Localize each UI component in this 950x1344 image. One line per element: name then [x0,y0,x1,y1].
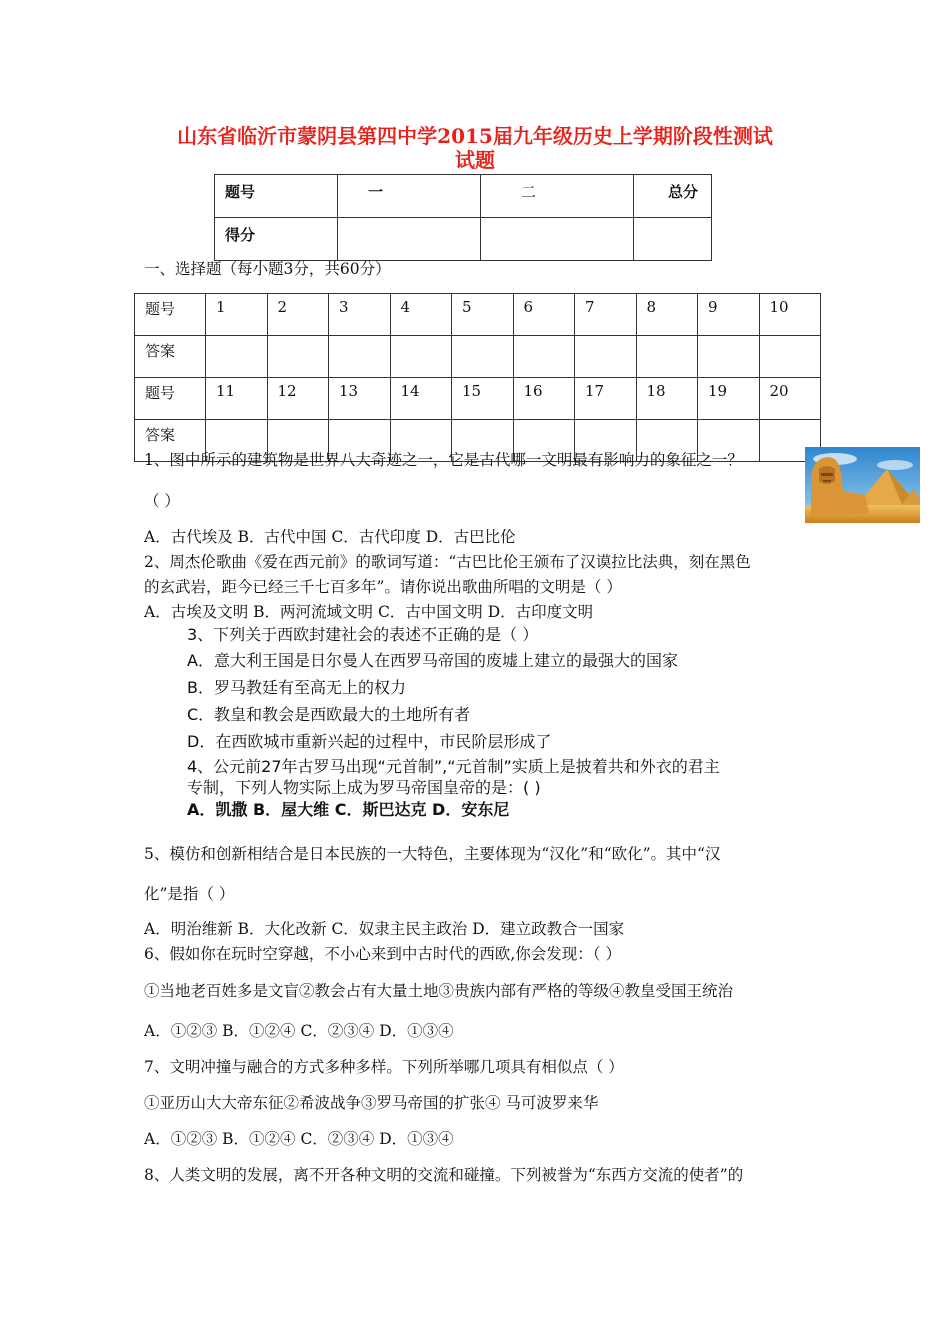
answer-cell[interactable] [575,336,637,378]
answer-num-cell: 18 [636,378,698,420]
question-1-stem: 1、图中所示的建筑物是世界八大奇迹之一，它是古代哪一文明最有影响力的象征之一？ [144,451,743,469]
question-6-items: ①当地老百姓多是文盲②教会占有大量土地③贵族内部有严格的等级④教皇受国王统治 [144,982,734,1000]
section-heading: 一、选择题（每小题3分，共60分） [144,260,391,278]
answer-row-label: 答案 [135,420,206,462]
answer-num-cell: 6 [513,294,575,336]
answer-cell[interactable] [513,336,575,378]
question-7-options: A．①②③ B．①②④ C．②③④ D．①③④ [144,1130,454,1148]
question-1-options: A．古代埃及 B．古代中国 C．古代印度 D．古巴比伦 [144,528,516,546]
question-7-stem: 7、文明冲撞与融合的方式多种多样。下列所举哪几项具有相似点（ ） [144,1058,624,1076]
answer-row-label: 答案 [135,336,206,378]
question-1-paren: （ ） [144,492,180,510]
answer-row-label: 题号 [135,294,206,336]
question-5-stem: 5、模仿和创新相结合是日本民族的一大特色，主要体现为“汉化”和“欧化”。其中“汉 [144,845,721,863]
question-5-options: A．明治维新 B．大化改新 C．奴隶主民主政治 D．建立政教合一国家 [144,920,625,938]
answer-num-cell: 4 [390,294,452,336]
score-header-cell: 二 [481,175,634,218]
answer-num-cell: 5 [452,294,514,336]
question-2-stem: 2、周杰伦歌曲《爱在西元前》的歌词写道：“古巴比伦王颁布了汉谟拉比法典，刻在黑色 [144,553,751,571]
answer-num-cell: 3 [329,294,391,336]
answer-cell[interactable] [698,336,760,378]
answer-cell[interactable] [636,336,698,378]
answer-num-cell: 20 [759,378,821,420]
answer-num-cell: 11 [206,378,268,420]
answer-num-cell: 17 [575,378,637,420]
score-cell[interactable] [634,218,712,261]
answer-num-cell: 1 [206,294,268,336]
question-7-items: ①亚历山大大帝东征②希波战争③罗马帝国的扩张④ 马可波罗来华 [144,1094,599,1112]
answer-num-cell: 9 [698,294,760,336]
answer-num-cell: 10 [759,294,821,336]
question-3-option-a: A．意大利王国是日尔曼人在西罗马帝国的废墟上建立的最强大的国家 [187,651,678,670]
answer-num-cell: 13 [329,378,391,420]
question-4-stem: 专制，下列人物实际上成为罗马帝国皇帝的是：( ) [187,778,541,797]
score-cell[interactable] [481,218,634,261]
question-2-stem: 的玄武岩，距今已经三千七百多年”。请你说出歌曲所唱的文明是（ ） [144,578,622,596]
answer-num-cell: 7 [575,294,637,336]
answer-cell[interactable] [452,336,514,378]
answer-num-cell: 14 [390,378,452,420]
question-8-stem: 8、人类文明的发展，离不开各种文明的交流和碰撞。下列被誉为“东西方交流的使者”的 [144,1166,744,1184]
score-cell[interactable] [338,218,481,261]
question-5-stem: 化”是指（ ） [144,885,235,903]
exam-title-line2: 试题 [455,148,495,172]
answer-num-cell: 16 [513,378,575,420]
answer-cell[interactable] [759,336,821,378]
question-3-option-d: D．在西欧城市重新兴起的过程中，市民阶层形成了 [187,732,552,751]
answer-table [134,293,821,462]
answer-num-cell: 8 [636,294,698,336]
question-3-option-c: C．教皇和教会是西欧最大的土地所有者 [187,705,471,724]
score-table [214,174,712,261]
answer-num-cell: 15 [452,378,514,420]
answer-num-cell: 2 [267,294,329,336]
question-3-option-b: B．罗马教廷有至高无上的权力 [187,678,406,697]
answer-cell[interactable] [390,336,452,378]
score-header-cell: 题号 [215,175,338,218]
answer-cell[interactable] [329,336,391,378]
answer-num-cell: 12 [267,378,329,420]
score-header-cell: 总分 [634,175,712,218]
exam-title: 山东省临沂市蒙阴县第四中学2015届九年级历史上学期阶段性测试 [177,124,773,148]
question-4-stem: 4、公元前27年古罗马出现“元首制”,“元首制”实质上是披着共和外衣的君主 [187,757,720,776]
question-6-stem: 6、假如你在玩时空穿越，不小心来到中古时代的西欧,你会发现：（ ） [144,945,621,963]
question-6-options: A．①②③ B．①②④ C．②③④ D．①③④ [144,1022,454,1040]
answer-cell[interactable] [206,336,268,378]
question-3-stem: 3、下列关于西欧封建社会的表述不正确的是（ ） [187,625,539,644]
score-header-cell: 一 [338,175,481,218]
answer-cell[interactable] [267,336,329,378]
answer-num-cell: 19 [698,378,760,420]
sphinx-pyramid-photo [805,447,920,523]
score-row-label: 得分 [215,218,338,261]
question-4-options: A．凯撒 B．屋大维 C．斯巴达克 D．安东尼 [187,800,510,819]
question-2-options: A．古埃及文明 B．两河流域文明 C．古中国文明 D．古印度文明 [144,603,594,621]
answer-row-label: 题号 [135,378,206,420]
